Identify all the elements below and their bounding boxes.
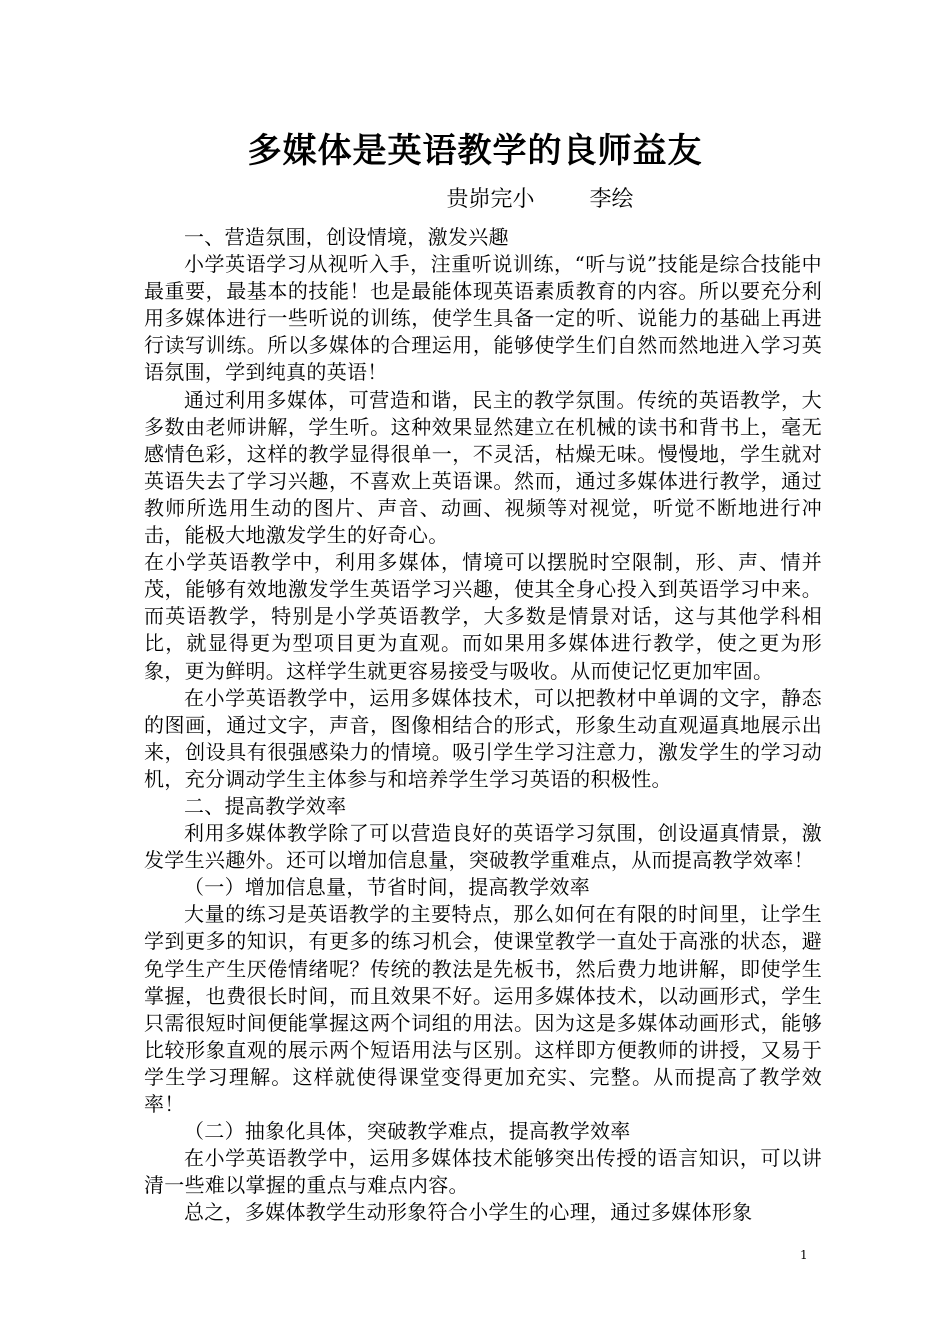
body-paragraph: 在小学英语教学中，利用多媒体，情境可以摆脱时空限制，形、声、情并茂，能够有效地激发学生英语学习兴趣，使其全身心投入到英语学习中来。而英语教学，特别是小学英语教学，大多数是情景对话，这与其他学科相比，就显得更为型项目更为直观。而如果用多媒体进行教学，使之更为形象，更为鲜明。这样学生就更容易接受与吸收。从而使记忆更加牢固。: [144, 550, 822, 683]
body-paragraph: 利用多媒体教学除了可以营造良好的英语学习氛围，创设逼真情景，激发学生兴趣外。还可以增加信息量，突破教学重难点，从而提高教学效率！: [144, 821, 822, 873]
body-paragraph: 在小学英语教学中，运用多媒体技术，可以把教材中单调的文字，静态的图画，通过文字，声音，图像相结合的形式，形象生动直观逼真地展示出来，创设具有很强感染力的情境。吸引学生学习注意力，激发学生的学习动机，充分调动学生主体参与和培养学生学习英语的积极性。: [144, 685, 822, 791]
author-name: 李绘: [589, 187, 634, 212]
author-line: [0, 185, 950, 215]
body-paragraph: 小学英语学习从视听入手，注重听说训练，“听与说”技能是综合技能中最重要，最基本的技能！也是最能体现英语素质教育的内容。所以要充分利用多媒体进行一些听说的训练，使学生具备一定的听、说能力的基础上再进行读写训练。所以多媒体的合理运用，能够使学生们自然而然地进入学习英语氛围，学到纯真的英语！: [144, 252, 822, 385]
author-school: 贵峁完小: [446, 187, 535, 212]
subsection-heading-1: （一）增加信息量，节省时间，提高教学效率: [184, 875, 590, 900]
body-paragraph: 通过利用多媒体，可营造和谐，民主的教学氛围。传统的英语教学，大多数由老师讲解，学生听。这种效果显然建立在机械的读书和背书上，毫无感情色彩，这样的教学显得很单一，不灵活，枯燥无味。慢慢地，学生就对英语失去了学习兴趣，不喜欢上英语课。然而，通过多媒体进行教学，通过教师所选用生动的图片、声音、动画、视频等对视觉，听觉不断地进行冲击，能极大地激发学生的好奇心。: [144, 387, 822, 548]
section-heading-2: 二、提高教学效率: [184, 793, 347, 818]
section-heading-1: 一、营造氛围，创设情境，激发兴趣: [184, 225, 509, 249]
subsection-heading-2: （二）抽象化具体，突破教学难点，提高教学效率: [184, 1119, 631, 1144]
document-body: [144, 224, 822, 1226]
page-number: 1: [800, 1248, 808, 1262]
body-paragraph: 总之，多媒体教学生动形象符合小学生的心理，通过多媒体形象: [184, 1200, 753, 1225]
body-paragraph: 大量的练习是英语教学的主要特点，那么如何在有限的时间里，让学生学到更多的知识，有更多的练习机会，使课堂教学一直处于高涨的状态，避免学生产生厌倦情绪呢？传统的教法是先板书，然后费力地讲解，即使学生掌握，也费很长时间，而且效果不好。运用多媒体技术，以动画形式，学生只需很短时间便能掌握这两个词组的用法。因为这是多媒体动画形式，能够比较形象直观的展示两个短语用法与区别。这样即方便教师的讲授，又易于学生学习理解。这样就使得课堂变得更加充实、完整。从而提高了教学效率！: [144, 902, 822, 1116]
document-title: 多媒体是英语教学的良师益友: [247, 131, 703, 171]
body-paragraph: 在小学英语教学中，运用多媒体技术能够突出传授的语言知识，可以讲清一些难以掌握的重点与难点内容。: [144, 1146, 822, 1198]
